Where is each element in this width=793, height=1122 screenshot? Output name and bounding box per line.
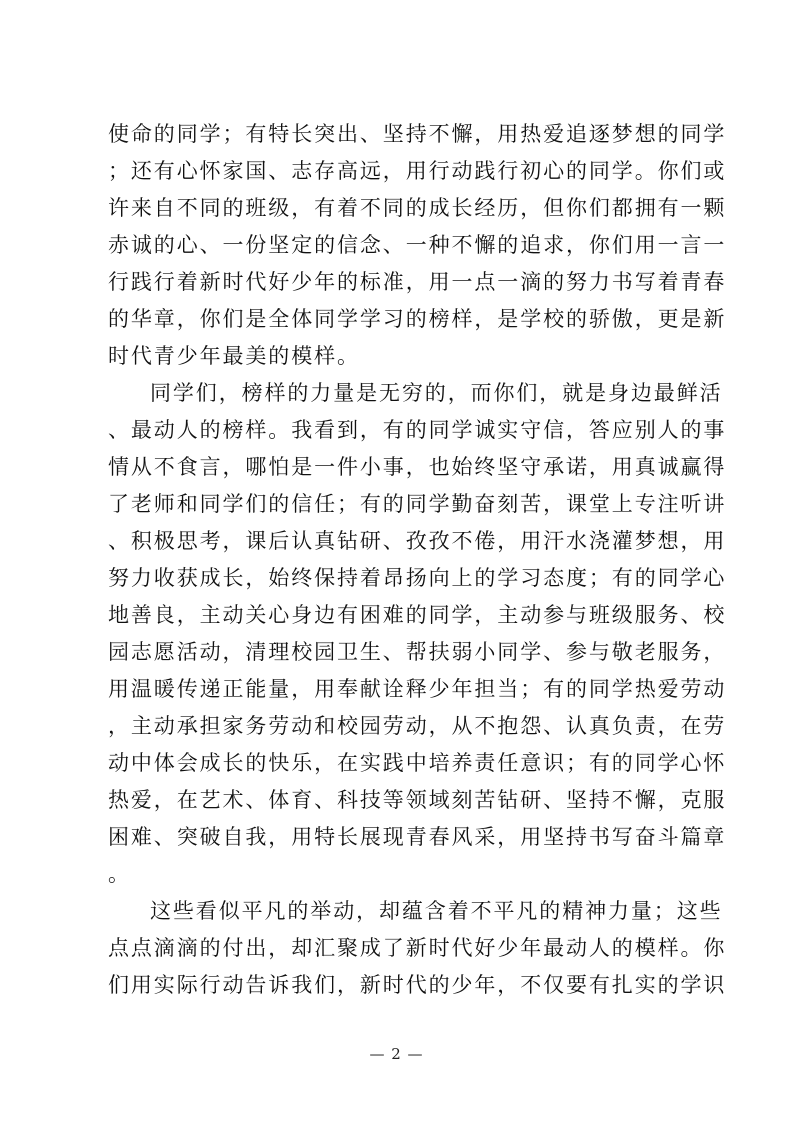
text-line: 们用实际行动告诉我们，新时代的少年，不仅要有扎实的学识 — [108, 973, 727, 997]
text-line: 许来自不同的班级，有着不同的成长经历，但你们都拥有一颗 — [108, 196, 727, 220]
text-line: 动中体会成长的快乐，在实践中培养责任意识；有的同学心怀 — [108, 751, 727, 775]
text-line: 、积极思考，课后认真钻研、孜孜不倦，用汗水浇灌梦想，用 — [108, 529, 727, 553]
text-line: 努力收获成长，始终保持着昂扬向上的学习态度；有的同学心 — [108, 566, 727, 590]
text-line: 行践行着新时代好少年的标准，用一点一滴的努力书写着青春 — [108, 270, 727, 294]
text-line: 困难、突破自我，用特长展现青春风采，用坚持书写奋斗篇章 — [108, 825, 727, 849]
text-line: 同学们，榜样的力量是无穷的，而你们，就是身边最鲜活 — [150, 381, 723, 405]
page-number: — 2 — — [369, 1045, 424, 1063]
text-line: 情从不食言，哪怕是一件小事，也始终坚守承诺，用真诚赢得 — [108, 455, 727, 479]
text-line: 的华章，你们是全体同学学习的榜样，是学校的骄傲，更是新 — [108, 307, 727, 331]
text-line: 点点滴滴的付出，却汇聚成了新时代好少年最动人的模样。你 — [108, 936, 727, 960]
text-line: 热爱，在艺术、体育、科技等领域刻苦钻研、坚持不懈，克服 — [108, 788, 727, 812]
text-line: 。 — [108, 862, 131, 886]
text-line: ；还有心怀家国、志存高远，用行动践行初心的同学。你们或 — [108, 159, 727, 183]
text-line: 园志愿活动，清理校园卫生、帮扶弱小同学、参与敬老服务， — [108, 640, 727, 664]
text-line: 使命的同学；有特长突出、坚持不懈，用热爱追逐梦想的同学 — [108, 122, 727, 146]
paragraph — [108, 893, 727, 1004]
text-line: 、最动人的榜样。我看到，有的同学诚实守信，答应别人的事 — [108, 418, 727, 442]
text-line: 用温暖传递正能量，用奉献诠释少年担当；有的同学热爱劳动 — [108, 677, 727, 701]
paragraph — [108, 116, 727, 375]
text-line: 赤诚的心、一份坚定的信念、一种不懈的追求，你们用一言一 — [108, 233, 727, 257]
text-line: 地善良，主动关心身边有困难的同学，主动参与班级服务、校 — [108, 603, 727, 627]
text-line: 这些看似平凡的举动，却蕴含着不平凡的精神力量；这些 — [150, 899, 723, 923]
text-line: ，主动承担家务劳动和校园劳动，从不抱怨、认真负责，在劳 — [108, 714, 727, 738]
text-line: 时代青少年最美的模样。 — [108, 344, 360, 368]
text-line: 了老师和同学们的信任；有的同学勤奋刻苦，课堂上专注听讲 — [108, 492, 727, 516]
paragraph — [108, 375, 727, 893]
body-text — [108, 116, 727, 1004]
